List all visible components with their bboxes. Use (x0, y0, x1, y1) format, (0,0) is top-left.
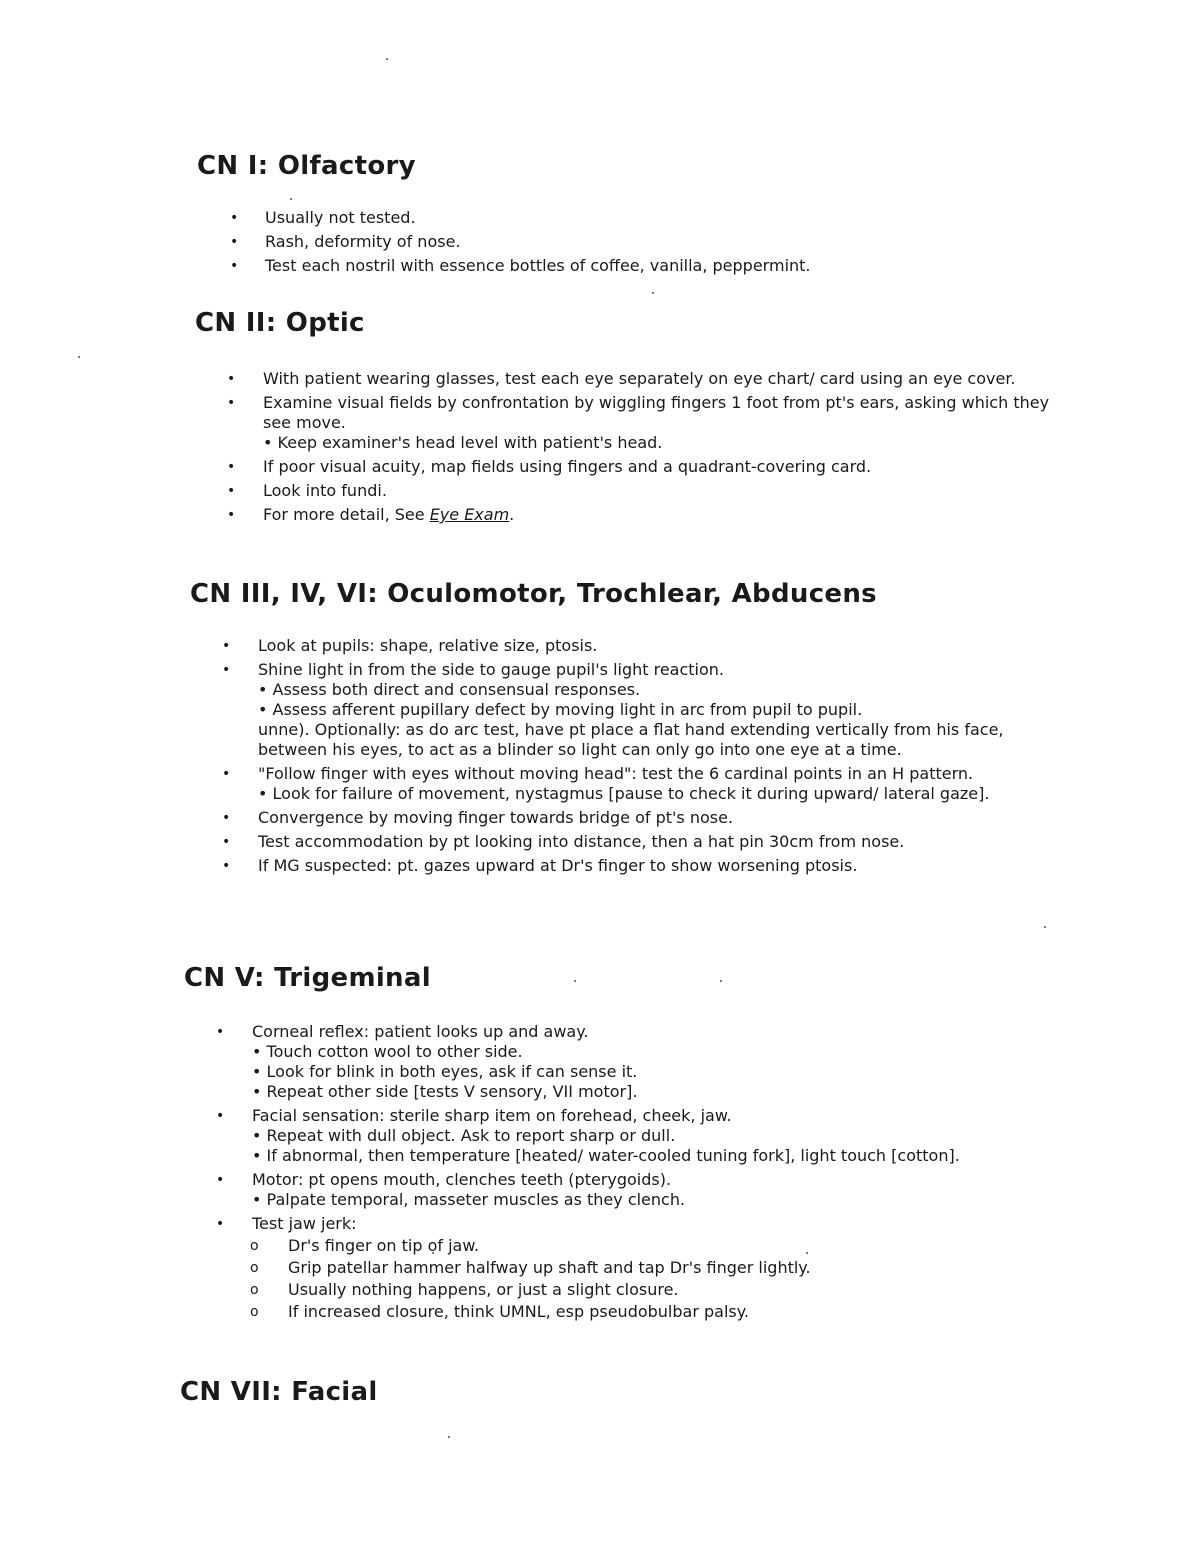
item-text: "Follow finger with eyes without moving head": test the 6 cardinal points in an H pattern. (258, 764, 974, 783)
cn2-list (195, 369, 1075, 525)
bullet-icon: • (222, 834, 231, 850)
section-cn3 (190, 578, 1070, 880)
item-text: Look into fundi. (263, 481, 387, 500)
heading-cn1: CN I: Olfactory (197, 151, 416, 181)
item-text: Usually not tested. (265, 208, 416, 227)
bullet-icon: • (222, 662, 231, 678)
list-item (216, 1170, 1064, 1210)
bullet-icon: • (222, 858, 231, 874)
scan-speck (1044, 926, 1046, 928)
list-item (216, 1022, 1064, 1102)
bullet-icon: • (227, 459, 236, 475)
jaw-jerk-sublist (216, 1236, 1064, 1322)
list-item (222, 764, 1070, 804)
bullet-icon: • (222, 638, 231, 654)
item-text: Dr's finger on tip of jaw. (288, 1236, 480, 1255)
list-item (216, 1106, 1064, 1166)
scan-speck (78, 356, 80, 358)
sub-item: • Keep examiner's head level with patient's head. (263, 433, 663, 452)
list-item (197, 256, 1097, 276)
sub-item: • Touch cotton wool to other side. (252, 1042, 523, 1061)
item-text: For more detail, See (263, 505, 430, 524)
bullet-icon: • (216, 1108, 225, 1124)
section-cn7 (180, 1376, 1080, 1408)
item-text: Test accommodation by pt looking into distance, then a hat pin 30cm from nose. (258, 832, 905, 851)
item-text: Test jaw jerk: (252, 1214, 357, 1233)
bullet-icon: • (230, 210, 239, 226)
bullet-icon: • (227, 483, 236, 499)
list-item (227, 457, 1075, 477)
bullet-icon: • (216, 1024, 225, 1040)
heading-cn2: CN II: Optic (195, 308, 365, 338)
item-text: If poor visual acuity, map fields using fingers and a quadrant-covering card. (263, 457, 872, 476)
circle-bullet-icon: o (250, 1238, 259, 1254)
sub-list-item (216, 1302, 1064, 1322)
item-text: Corneal reflex: patient looks up and away. (252, 1022, 589, 1041)
item-text: Facial sensation: sterile sharp item on forehead, cheek, jaw. (252, 1106, 732, 1125)
heading-cn5: CN V: Trigeminal (184, 963, 431, 993)
bullet-icon: • (230, 234, 239, 250)
sub-list-item (216, 1236, 1064, 1256)
scan-speck (448, 1436, 450, 1438)
item-text: Convergence by moving finger towards bridge of pt's nose. (258, 808, 734, 827)
item-text: Shine light in from the side to gauge pupil's light reaction. (258, 660, 725, 679)
cn1-list (197, 208, 1097, 276)
item-text: Rash, deformity of nose. (265, 232, 461, 251)
sub-item: • Look for blink in both eyes, ask if can sense it. (252, 1062, 638, 1081)
bullet-icon: • (216, 1216, 225, 1232)
bullet-icon: • (227, 371, 236, 387)
list-item (227, 481, 1075, 501)
sub-item: • Palpate temporal, masseter muscles as they clench. (252, 1190, 686, 1209)
sub-list-item (216, 1280, 1064, 1300)
item-text: Motor: pt opens mouth, clenches teeth (pterygoids). (252, 1170, 672, 1189)
item-text: Test each nostril with essence bottles of coffee, vanilla, peppermint. (265, 256, 811, 275)
sub-item: • Assess afferent pupillary defect by moving light in arc from pupil to pupil. (258, 700, 863, 719)
bullet-icon: • (222, 766, 231, 782)
sub-item: unne). Optionally: as do arc test, have pt place a flat hand extending vertically from his face, between his eyes, to act as a blinder so light can only go into one eye at a time. (258, 720, 1004, 759)
bullet-icon: • (227, 507, 236, 523)
list-item (216, 1214, 1064, 1322)
item-text: If increased closure, think UMNL, esp pseudobulbar palsy. (288, 1302, 750, 1321)
list-item (222, 856, 1070, 876)
list-item (222, 832, 1070, 852)
list-item (197, 208, 1097, 228)
eye-exam-link[interactable]: Eye Exam (429, 505, 510, 524)
circle-bullet-icon: o (250, 1282, 259, 1298)
bullet-icon: • (227, 395, 236, 411)
cn5-list (184, 1022, 1064, 1322)
heading-cn3: CN III, IV, VI: Oculomotor, Trochlear, Abducens (190, 579, 877, 609)
circle-bullet-icon: o (250, 1304, 259, 1320)
bullet-icon: • (230, 258, 239, 274)
sub-item: • Repeat other side [tests V sensory, VII motor]. (252, 1082, 638, 1101)
section-cn2 (195, 307, 1075, 529)
section-cn5 (184, 962, 1064, 1326)
circle-bullet-icon: o (250, 1260, 259, 1276)
sub-list-item (216, 1258, 1064, 1278)
cn3-list (190, 636, 1070, 876)
list-item (227, 505, 1075, 525)
list-item (227, 393, 1075, 453)
item-text: With patient wearing glasses, test each eye separately on eye chart/ card using an eye cover. (263, 369, 1016, 388)
scan-speck (386, 58, 388, 60)
scan-speck (652, 292, 654, 294)
sub-item: • Repeat with dull object. Ask to report sharp or dull. (252, 1126, 676, 1145)
item-text: Look at pupils: shape, relative size, ptosis. (258, 636, 598, 655)
section-cn1 (197, 150, 1097, 280)
bullet-icon: • (216, 1172, 225, 1188)
sub-item: • Look for failure of movement, nystagmus [pause to check it during upward/ lateral gaze]. (258, 784, 990, 803)
list-item (227, 369, 1075, 389)
item-text: If MG suspected: pt. gazes upward at Dr's finger to show worsening ptosis. (258, 856, 858, 875)
item-text: Grip patellar hammer halfway up shaft and tap Dr's finger lightly. (288, 1258, 811, 1277)
item-text: . (509, 505, 515, 524)
list-item (197, 232, 1097, 252)
bullet-icon: • (222, 810, 231, 826)
sub-item: • If abnormal, then temperature [heated/ water-cooled tuning fork], light touch [cotton]. (252, 1146, 960, 1165)
list-item (222, 808, 1070, 828)
list-item (222, 660, 1070, 760)
item-text: Examine visual fields by confrontation by wiggling fingers 1 foot from pt's ears, asking which they see move. (263, 393, 1050, 432)
heading-cn7: CN VII: Facial (180, 1377, 378, 1407)
sub-item: • Assess both direct and consensual responses. (258, 680, 641, 699)
list-item (222, 636, 1070, 656)
item-text: Usually nothing happens, or just a slight closure. (288, 1280, 679, 1299)
